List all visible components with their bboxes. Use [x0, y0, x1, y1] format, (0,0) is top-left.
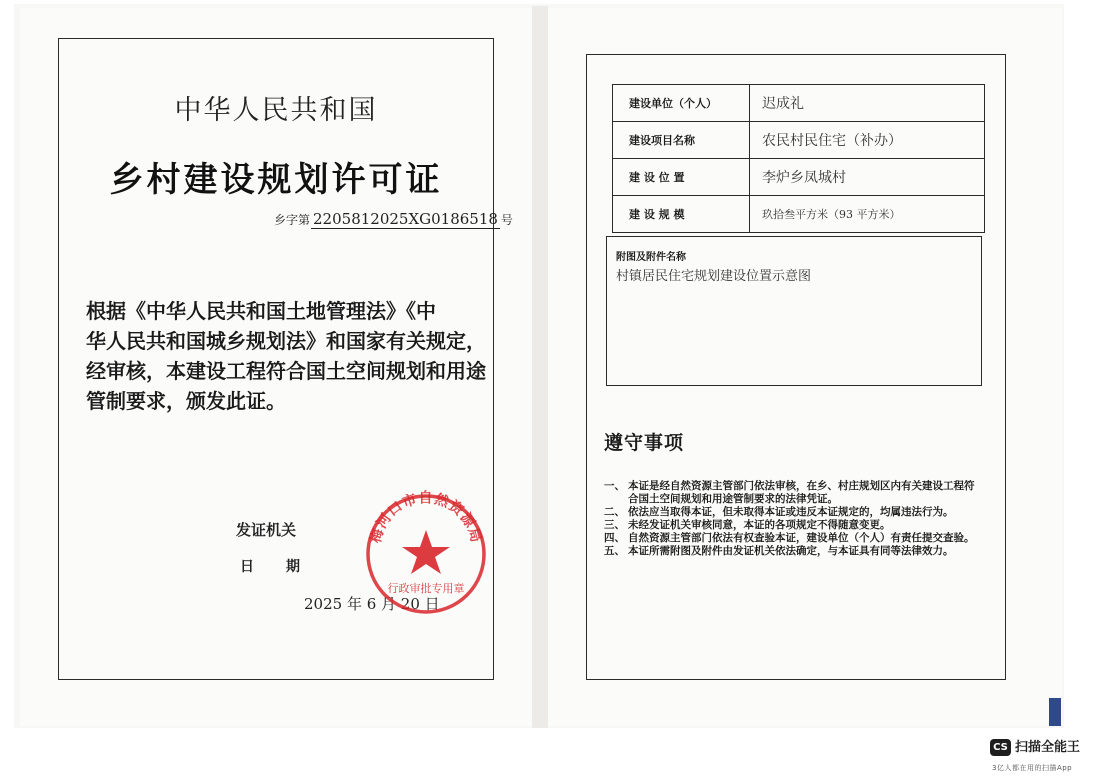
row-value: 玖拾叁平方米（93 平方米） — [750, 196, 985, 233]
body-line: 华人民共和国城乡规划法》和国家有关规定， — [86, 329, 486, 353]
scanner-watermark — [990, 739, 1090, 777]
certificate-body — [86, 296, 486, 416]
list-marker: 三、 — [604, 519, 625, 531]
row-value: 农民村民住宅（补办） — [750, 122, 985, 159]
list-text: 本证所需附图及附件由发证机关依法确定，与本证具有同等法律效力。 — [628, 545, 954, 557]
body-line: 经审核，本建设工程符合国土空间规划和用途 — [86, 359, 486, 383]
issuer-label: 发证机关 — [236, 521, 297, 539]
list-marker: 五、 — [604, 545, 625, 557]
body-line: 管制要求，颁发此证。 — [86, 389, 286, 413]
official-seal — [362, 490, 490, 618]
table-row — [613, 159, 985, 196]
list-item — [604, 519, 982, 532]
list-text: 未经发证机关审核同意，本证的各项规定不得随意变更。 — [628, 519, 891, 531]
list-item — [604, 532, 982, 545]
attachment-value: 村镇居民住宅规划建设位置示意图 — [616, 269, 812, 284]
row-label: 建 设 位 置 — [613, 159, 750, 196]
date-label-char: 期 — [286, 559, 300, 575]
seal-star-icon — [402, 530, 450, 574]
list-item — [604, 545, 982, 558]
row-value: 李炉乡凤城村 — [750, 159, 985, 196]
body-line: 根据《中华人民共和国土地管理法》《中 — [86, 299, 436, 323]
cert-number: 2205812025XG0186518 — [313, 210, 498, 228]
cert-number-suffix: 号 — [500, 213, 513, 227]
page-edge-tab — [1049, 698, 1061, 726]
certificate-title: 乡村建设规划许可证 — [109, 160, 443, 200]
row-label: 建 设 规 模 — [613, 196, 750, 233]
watermark-name: 扫描全能王 — [1015, 740, 1081, 755]
list-marker: 二、 — [604, 506, 625, 518]
country-name: 中华人民共和国 — [174, 95, 378, 126]
list-marker: 四、 — [604, 532, 625, 544]
seal-ring-text: 梅河口市自然资源局 — [368, 490, 484, 545]
camscanner-logo-icon: CS — [990, 739, 1011, 756]
date-label-char: 日 — [240, 559, 254, 575]
list-item — [604, 506, 982, 519]
seal-bottom-text: 行政审批专用章 — [387, 582, 465, 595]
date-label — [240, 556, 300, 576]
attachment-label: 附图及附件名称 — [616, 252, 686, 263]
certificate-number-line — [274, 210, 513, 228]
list-marker: 一、 — [604, 480, 625, 492]
list-text: 自然资源主管部门依法有权查验本证，建设单位（个人）有责任提交查验。 — [628, 532, 975, 544]
row-value: 迟成礼 — [750, 85, 985, 122]
notice-list — [604, 480, 982, 558]
list-item — [604, 480, 982, 506]
issue-date: 2025 年 6 月 20 日 — [304, 595, 440, 613]
list-text: 本证是经自然资源主管部门依法审核，在乡、村庄规划区内有关建设工程符合国土空间规划和用途管制要求的法律凭证。 — [628, 480, 975, 505]
notice-title: 遵守事项 — [604, 432, 685, 454]
row-label: 建设单位（个人） — [613, 85, 750, 122]
table-row — [613, 122, 985, 159]
table-row — [613, 85, 985, 122]
table-row — [613, 196, 985, 233]
page-gutter — [532, 6, 548, 728]
cert-number-prefix: 乡字第 — [274, 213, 311, 227]
list-text: 依法应当取得本证，但未取得本证或违反本证规定的，均属违法行为。 — [628, 506, 954, 518]
project-info-table — [612, 84, 985, 233]
row-label: 建设项目名称 — [613, 122, 750, 159]
watermark-tagline: 3亿人都在用的扫描App — [992, 764, 1073, 772]
